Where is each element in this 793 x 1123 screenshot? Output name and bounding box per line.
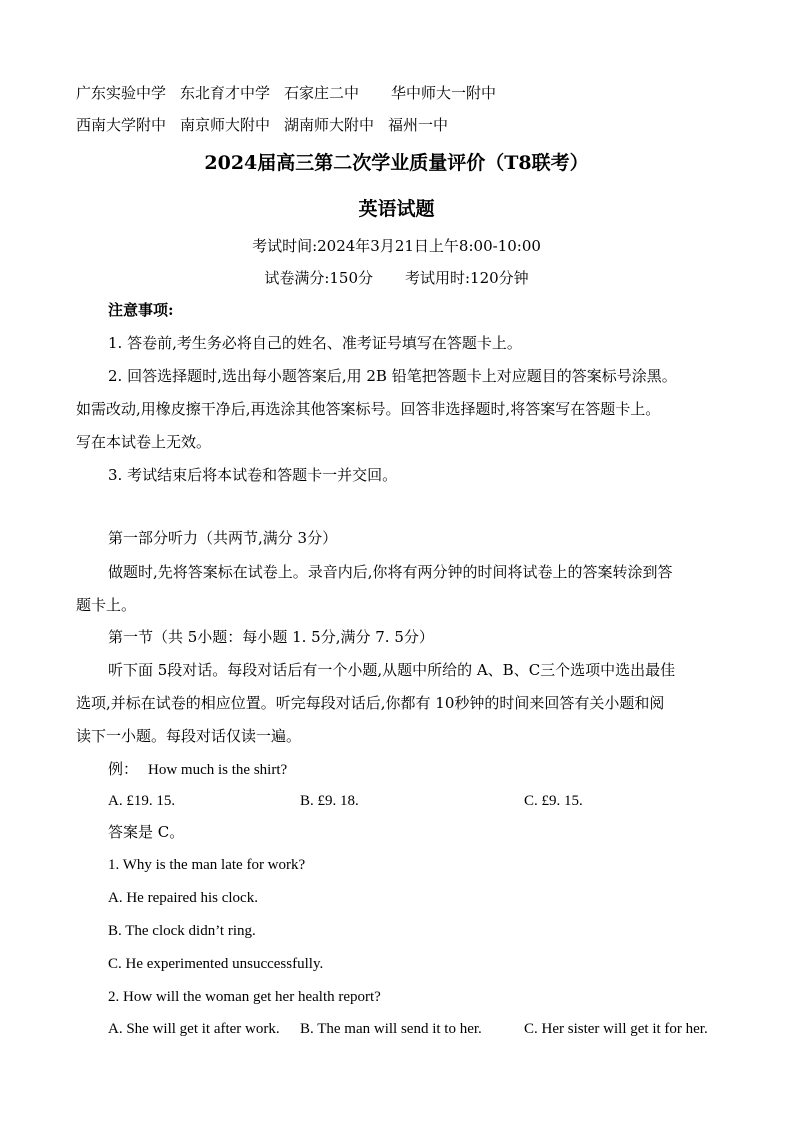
exam-title: 2024届高三第二次学业质量评价（T8联考） [204, 152, 589, 174]
notice-item-2-line-3: 写在本试卷上无效。 [76, 433, 212, 451]
example-option-a: A. £19. 15. [108, 793, 176, 809]
notice-item-2-line-1: 2. 回答选择题时,选出每小题答案后,用 2B 铅笔把答题卡上对应题目的答案标号涂黑。 [108, 367, 677, 385]
example-question-text: How much is the shirt? [148, 762, 288, 778]
school-name: 广东实验中学 [76, 84, 167, 102]
section1-instruction-line-1: 听下面 5段对话。每段对话后有一个小题,从题中所给的 A、B、C三个选项中选出最佳 [108, 661, 676, 679]
section1-heading: 第一节（共 5小题：每小题 1. 5分,满分 7. 5分） [108, 628, 434, 646]
example-option-b: B. £9. 18. [300, 793, 359, 809]
school-name: 福州一中 [388, 116, 449, 134]
exam-time: 考试时间:2024年3月21日上午8:00-10:00 [252, 237, 541, 255]
school-list-row-2 [76, 115, 462, 135]
part1-heading: 第一部分听力（共两节,满分 3分） [108, 529, 338, 547]
question-2-option-a: A. She will get it after work. [108, 1021, 280, 1037]
school-name: 华中师大一附中 [391, 84, 497, 102]
example-answer: 答案是 C。 [108, 823, 185, 841]
section1-instruction-line-3: 读下一小题。每段对话仅读一遍。 [76, 727, 302, 745]
school-name: 湖南师大附中 [284, 116, 375, 134]
school-name: 东北育才中学 [180, 84, 271, 102]
school-name: 石家庄二中 [284, 84, 360, 102]
notice-item-1: 1. 答卷前,考生务必将自己的姓名、准考证号填写在答题卡上。 [108, 334, 522, 352]
exam-duration: 考试用时:120分钟 [405, 269, 529, 287]
section1-instruction-line-2: 选项,并标在试卷的相应位置。听完每段对话后,你都有 10秒钟的时间来回答有关小题和阅 [76, 694, 665, 712]
example-question [108, 759, 287, 780]
notice-item-2-line-2: 如需改动,用橡皮擦干净后,再选涂其他答案标号。回答非选择题时,将答案写在答题卡上。 [76, 400, 661, 418]
exam-subject: 英语试题 [358, 198, 435, 220]
school-name: 南京师大附中 [180, 116, 271, 134]
question-2-option-c: C. Her sister will get it for her. [524, 1021, 708, 1037]
notice-item-3: 3. 考试结束后将本试卷和答题卡一并交回。 [108, 466, 398, 484]
example-option-c: C. £9. 15. [524, 793, 583, 809]
question-1: 1. Why is the man late for work? [108, 857, 306, 873]
school-list-row-1 [76, 83, 510, 103]
question-1-option-a: A. He repaired his clock. [108, 890, 258, 906]
part1-instruction-line-2: 题卡上。 [76, 596, 137, 614]
notice-heading: 注意事项: [108, 301, 174, 319]
question-1-option-b: B. The clock didn’t ring. [108, 923, 256, 939]
full-score: 试卷满分:150分 [264, 269, 373, 287]
school-name: 西南大学附中 [76, 116, 167, 134]
example-label: 例： [108, 760, 139, 778]
question-1-option-c: C. He experimented unsuccessfully. [108, 956, 324, 972]
part1-instruction-line-1: 做题时,先将答案标在试卷上。录音内后,你将有两分钟的时间将试卷上的答案转涂到答 [108, 563, 673, 581]
question-2: 2. How will the woman get her health report? [108, 989, 381, 1005]
question-2-option-b: B. The man will send it to her. [300, 1021, 482, 1037]
score-line [0, 268, 793, 288]
